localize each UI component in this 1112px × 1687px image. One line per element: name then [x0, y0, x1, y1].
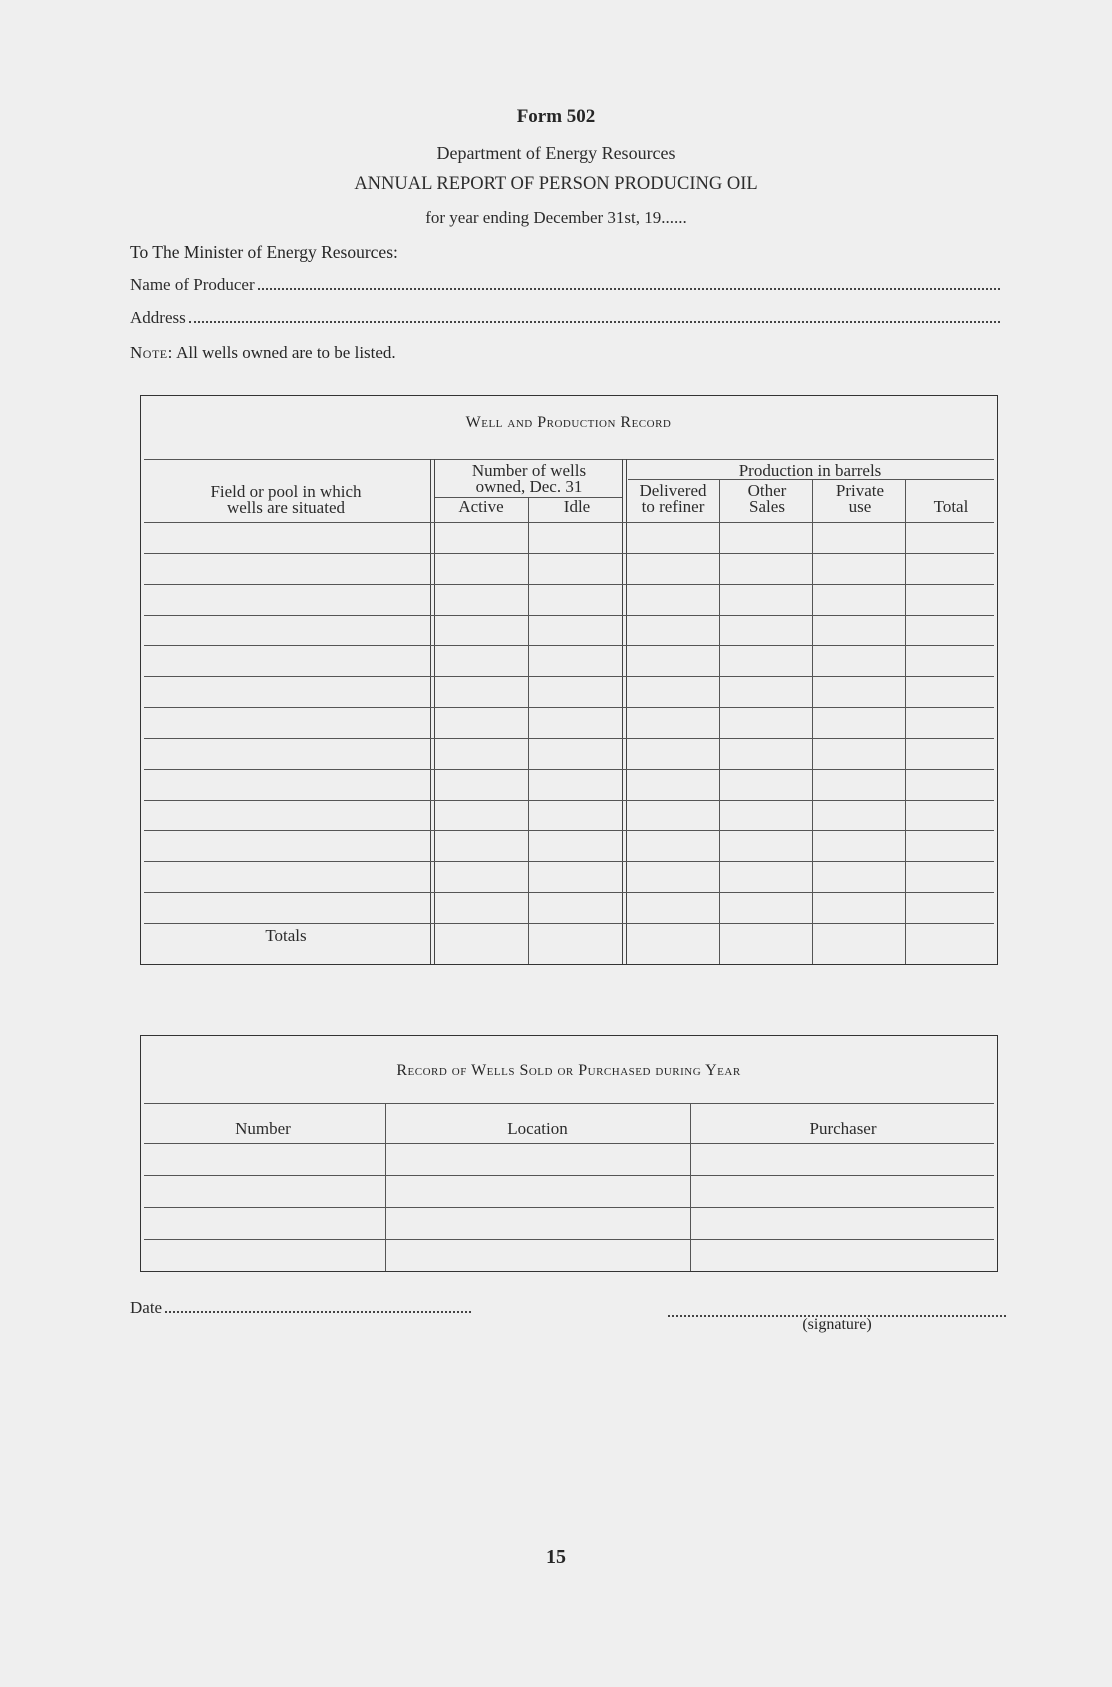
sales-table-row-rule — [144, 1175, 994, 1176]
sales-table-row-rule — [144, 1239, 994, 1240]
producer-dotted-line — [258, 288, 1000, 290]
well-table-row-rule — [144, 861, 994, 862]
address-field[interactable] — [130, 308, 1004, 328]
date-field[interactable] — [130, 1298, 475, 1318]
col-divider-field — [430, 459, 435, 964]
sales-table-row-rule — [144, 1207, 994, 1208]
note-label: Note: — [130, 343, 173, 362]
well-table-row-rule — [144, 676, 994, 677]
col-divider-number-location — [385, 1103, 386, 1271]
col-wells-header: Number of wells owned, Dec. 31 — [471, 461, 587, 496]
well-table-row-rule — [144, 769, 994, 770]
note — [130, 343, 396, 363]
producer-field[interactable] — [130, 275, 1004, 295]
col-purchaser-header: Purchaser — [809, 1119, 877, 1138]
date-dotted-line — [165, 1311, 471, 1313]
col-number-header: Number — [235, 1119, 291, 1138]
address-label: Address — [130, 308, 186, 327]
wells-sold-purchased-table — [140, 1035, 998, 1272]
sales-table-title: Record of Wells Sold or Purchased during Year — [396, 1062, 741, 1079]
well-table-row-rule — [144, 553, 994, 554]
signature-label: (signature) — [802, 1316, 872, 1333]
col-location-header: Location — [507, 1119, 568, 1138]
sales-title-divider — [144, 1103, 994, 1104]
addressee: To The Minister of Energy Resources: — [130, 242, 398, 262]
year-line: for year ending December 31st, 19...... — [425, 208, 687, 227]
well-table-row-rule — [144, 645, 994, 646]
col-other-sales-header: Other Sales — [747, 481, 787, 516]
production-subheader-divider — [628, 479, 994, 480]
well-table-row-rule — [144, 800, 994, 801]
well-table-row-rule — [144, 738, 994, 739]
page-number: 15 — [546, 1546, 566, 1568]
well-production-table — [140, 395, 998, 965]
col-total-header: Total — [933, 497, 969, 516]
sales-table-row-rule — [144, 1143, 994, 1144]
col-delivered-header: Delivered to refiner — [639, 481, 707, 516]
well-table-row-rule — [144, 892, 994, 893]
well-table-title: Well and Production Record — [465, 414, 672, 431]
totals-label: Totals — [265, 926, 307, 945]
header-bottom-rule — [144, 522, 994, 523]
form-number: Form 502 — [516, 106, 596, 127]
date-label: Date — [130, 1298, 163, 1317]
col-active-header: Active — [458, 497, 504, 516]
report-title: ANNUAL REPORT OF PERSON PRODUCING OIL — [354, 174, 758, 194]
col-divider-active-idle — [528, 497, 529, 964]
col-divider-location-purchaser — [690, 1103, 691, 1271]
department-name: Department of Energy Resources — [436, 143, 676, 163]
col-production-header: Production in barrels — [738, 461, 882, 480]
producer-label: Name of Producer — [130, 275, 255, 294]
well-table-row-rule — [144, 923, 994, 924]
col-private-use-header: Private use — [835, 481, 885, 516]
note-text: All wells owned are to be listed. — [176, 343, 396, 362]
table-title-divider — [144, 459, 994, 460]
well-table-row-rule — [144, 707, 994, 708]
well-table-row-rule — [144, 584, 994, 585]
well-table-row-rule — [144, 615, 994, 616]
col-idle-header: Idle — [563, 497, 591, 516]
well-table-row-rule — [144, 830, 994, 831]
address-dotted-line — [189, 321, 1000, 323]
col-field-header: Field or pool in which wells are situated — [210, 482, 362, 517]
col-divider-wells-production — [622, 459, 627, 964]
